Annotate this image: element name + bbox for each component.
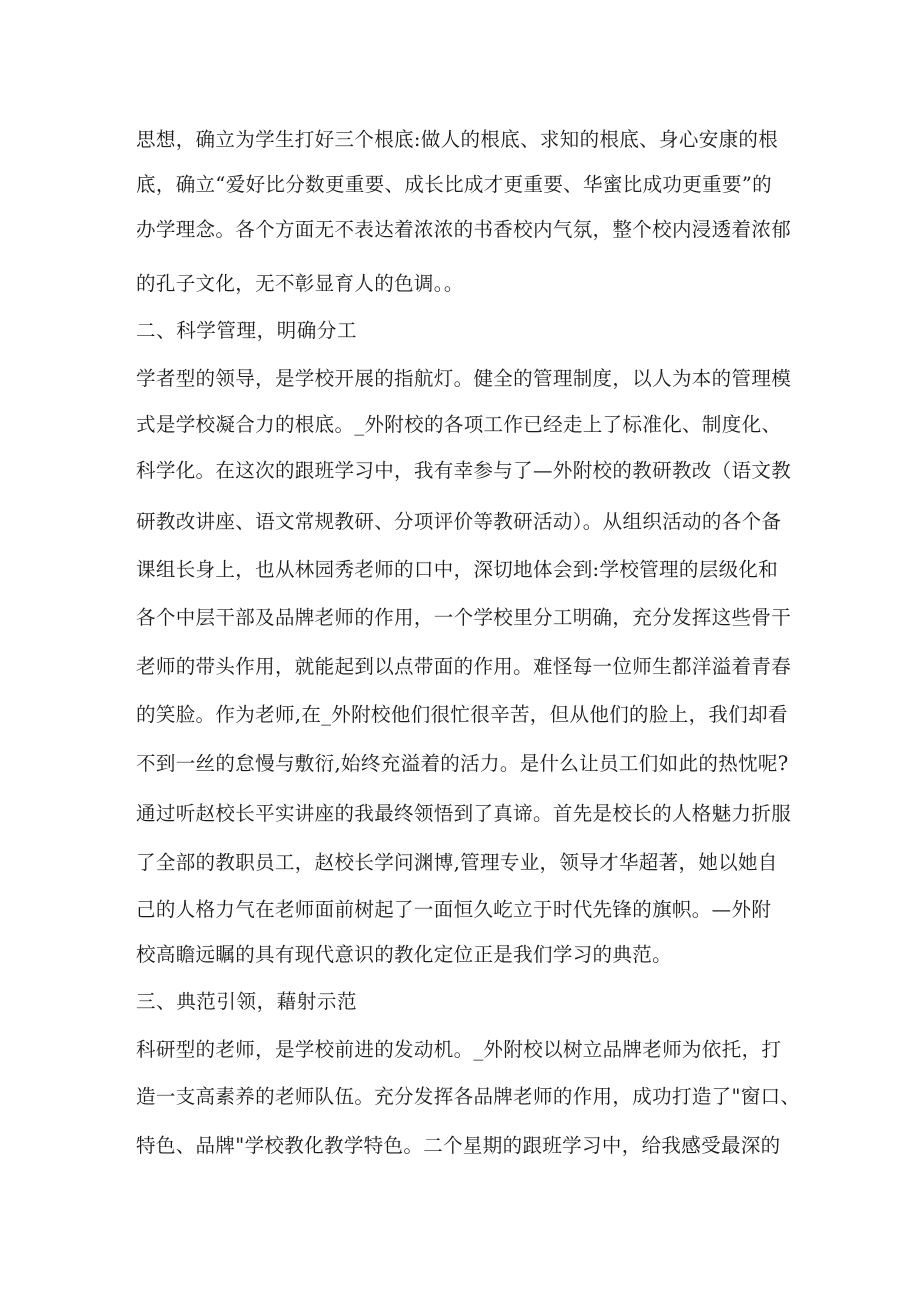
body-text-line: 了全部的教职员工，赵校长学问渊博,管理专业，领导才华超著，她以她自 xyxy=(136,851,778,874)
body-text-line: 校高瞻远瞩的具有现代意识的教化定位正是我们学习的典范。 xyxy=(136,943,672,966)
body-text-line: 底，确立“爱好比分数更重要、成长比成才更重要、华蜜比成功更重要”的 xyxy=(136,173,772,196)
body-text-line: 科研型的老师，是学校前进的发动机。_外附校以树立品牌老师为依托，打 xyxy=(136,1038,782,1061)
body-text-line: 通过听赵校长平实讲座的我最终领悟到了真谛。首先是校长的人格魅力折服 xyxy=(136,802,792,825)
body-text-line: 办学理念。各个方面无不表达着浓浓的书香校内气氛，整个校内浸透着浓郁 xyxy=(136,218,792,241)
body-text-line: 造一支高素养的老师队伍。充分发挥各品牌老师的作用，成功打造了"窗口、 xyxy=(136,1085,801,1108)
body-text-line: 的笑脸。作为老师,在_外附校他们很忙很辛苦，但从他们的脸上，我们却看 xyxy=(136,703,788,726)
body-text-line: 课组长身上，也从林园秀老师的口中，深切地体会到:学校管理的层级化和 xyxy=(136,558,779,581)
body-text-line: 老师的带头作用，就能起到以点带面的作用。难怪每一位师生都洋溢着青春 xyxy=(136,655,792,678)
body-text-line: 己的人格力气在老师面前树起了一面恒久屹立于时代先锋的旗帜。—外附 xyxy=(136,898,772,921)
body-text-line: 各个中层干部及品牌老师的作用，一个学校里分工明确，充分发挥这些骨干 xyxy=(136,606,792,629)
body-text-line: 研教改讲座、语文常规教研、分项评价等教研活动）。从组织活动的各个备 xyxy=(136,510,782,533)
body-text-line: 科学化。在这次的跟班学习中，我有幸参与了—外附校的教研教改（语文教 xyxy=(136,459,792,482)
body-text-line: 式是学校凝合力的根底。_外附校的各项工作已经走上了标准化、制度化、 xyxy=(136,413,782,436)
body-text-line: 特色、品牌"学校教化教学特色。二个星期的跟班学习中，给我感受最深的 xyxy=(136,1134,781,1157)
body-text-line: 不到一丝的怠慢与敷衍,始终充溢着的活力。是什么让员工们如此的热忱呢? xyxy=(136,752,789,775)
section-heading: 二、科学管理，明确分工 xyxy=(136,319,358,342)
body-text-line: 思想，确立为学生打好三个根底:做人的根底、求知的根底、身心安康的根 xyxy=(136,128,779,151)
body-text-line: 的孔子文化，无不彰显育人的色调。。 xyxy=(136,272,464,295)
body-text-line: 学者型的领导，是学校开展的指航灯。健全的管理制度，以人为本的管理模 xyxy=(136,367,792,390)
section-heading: 三、典范引领，藉射示范 xyxy=(136,990,358,1013)
